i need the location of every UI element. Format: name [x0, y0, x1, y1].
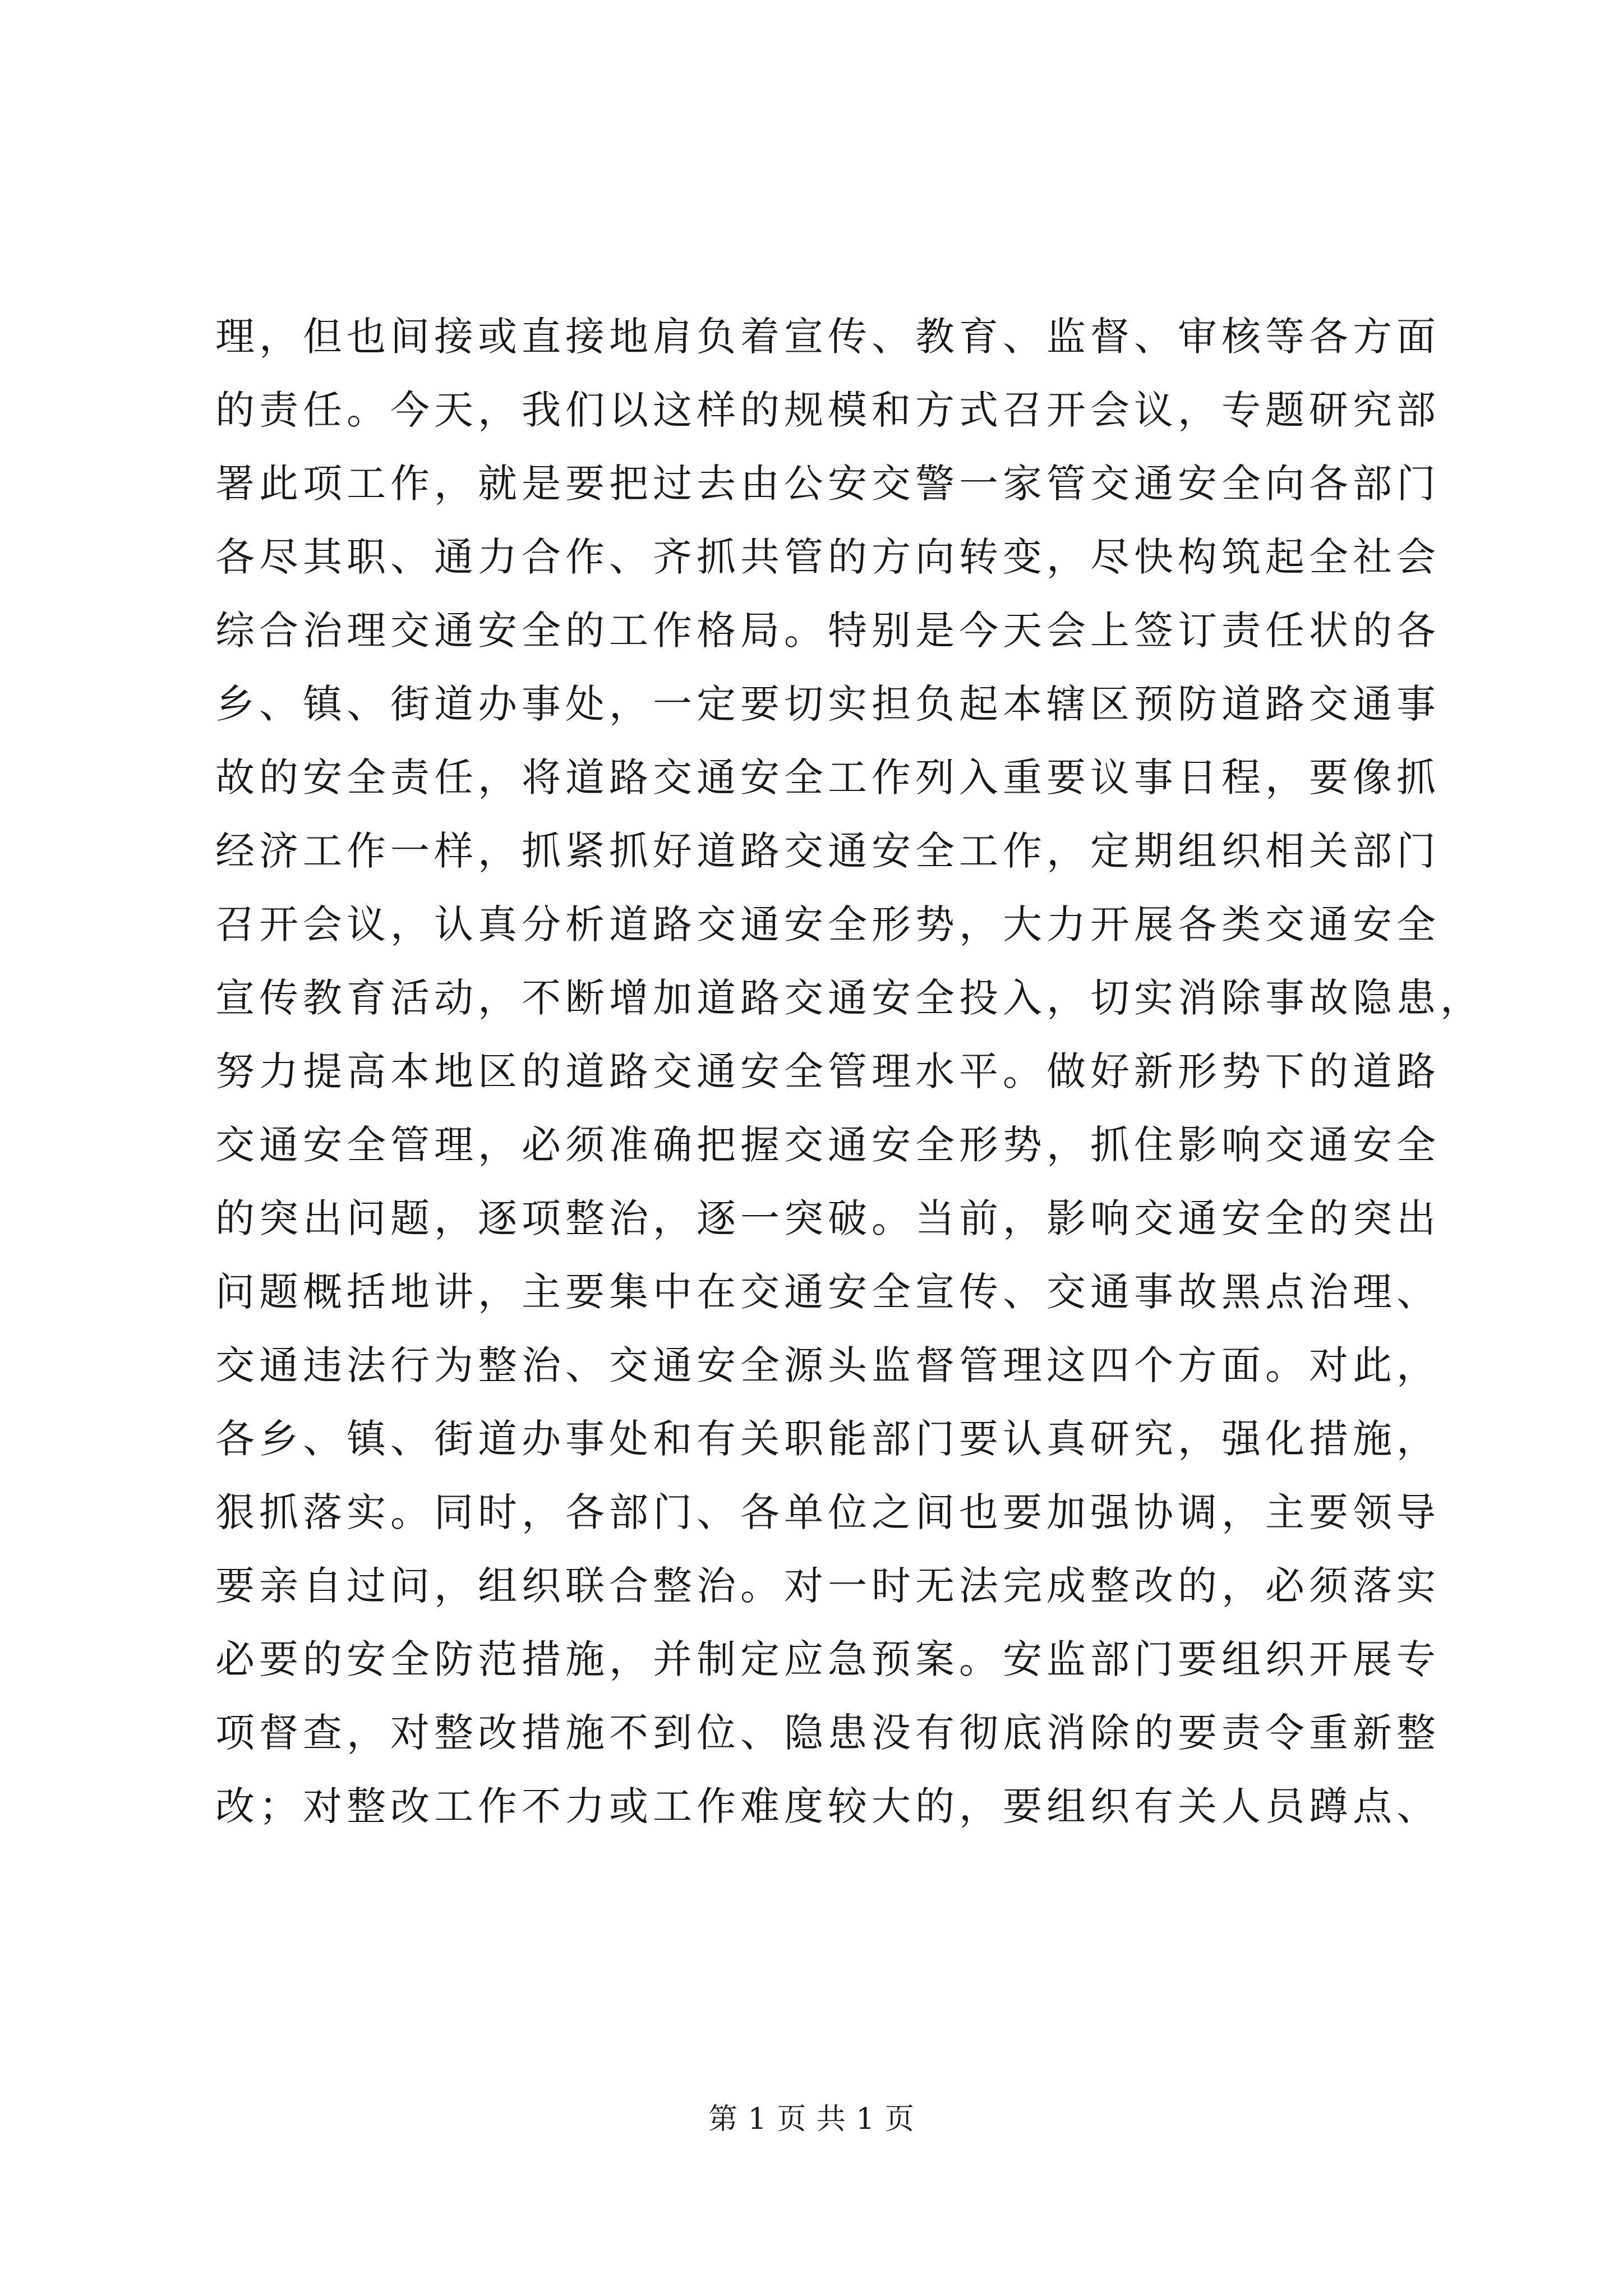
text-line: 必要的安全防范措施，并制定应急预案。安监部门要组织开展专: [215, 1636, 1440, 1682]
text-line: 要亲自过问，组织联合整治。对一时无法完成整改的，必须落实: [215, 1563, 1440, 1609]
text-line: 署此项工作，就是要把过去由公安交警一家管交通安全向各部门: [215, 461, 1440, 507]
text-line: 交通违法行为整治、交通安全源头监督管理这四个方面。对此，: [215, 1342, 1440, 1388]
text-line: 故的安全责任，将道路交通安全工作列入重要议事日程，要像抓: [215, 754, 1440, 800]
page-footer: 第 1 页 共 1 页: [708, 2102, 915, 2136]
text-line: 综合治理交通安全的工作格局。特别是今天会上签订责任状的各: [215, 608, 1440, 654]
text-line: 各乡、镇、街道办事处和有关职能部门要认真研究，强化措施，: [215, 1416, 1440, 1462]
text-line: 宣传教育活动，不断增加道路交通安全投入，切实消除事故隐患，: [215, 975, 1484, 1021]
text-line: 问题概括地讲，主要集中在交通安全宣传、交通事故黑点治理、: [215, 1269, 1440, 1315]
text-line: 努力提高本地区的道路交通安全管理水平。做好新形势下的道路: [215, 1048, 1440, 1094]
text-line: 理，但也间接或直接地肩负着宣传、教育、监督、审核等各方面: [215, 314, 1440, 360]
text-line: 的责任。今天，我们以这样的规模和方式召开会议，专题研究部: [215, 387, 1440, 433]
text-line: 交通安全管理，必须准确把握交通安全形势，抓住影响交通安全: [215, 1122, 1440, 1168]
body-paragraph: [215, 300, 1484, 1843]
text-line: 项督查，对整改措施不到位、隐患没有彻底消除的要责令重新整: [215, 1710, 1440, 1756]
text-line: 召开会议，认真分析道路交通安全形势，大力开展各类交通安全: [215, 901, 1440, 947]
text-line: 的突出问题，逐项整治，逐一突破。当前，影响交通安全的突出: [215, 1195, 1440, 1241]
text-line: 乡、镇、街道办事处，一定要切实担负起本辖区预防道路交通事: [215, 681, 1440, 727]
text-line: 经济工作一样，抓紧抓好道路交通安全工作，定期组织相关部门: [215, 828, 1440, 874]
text-line: 改；对整改工作不力或工作难度较大的，要组织有关人员蹲点、: [215, 1783, 1440, 1829]
text-line: 各尽其职、通力合作、齐抓共管的方向转变，尽快构筑起全社会: [215, 534, 1440, 580]
text-line: 狠抓落实。同时，各部门、各单位之间也要加强协调，主要领导: [215, 1489, 1440, 1535]
